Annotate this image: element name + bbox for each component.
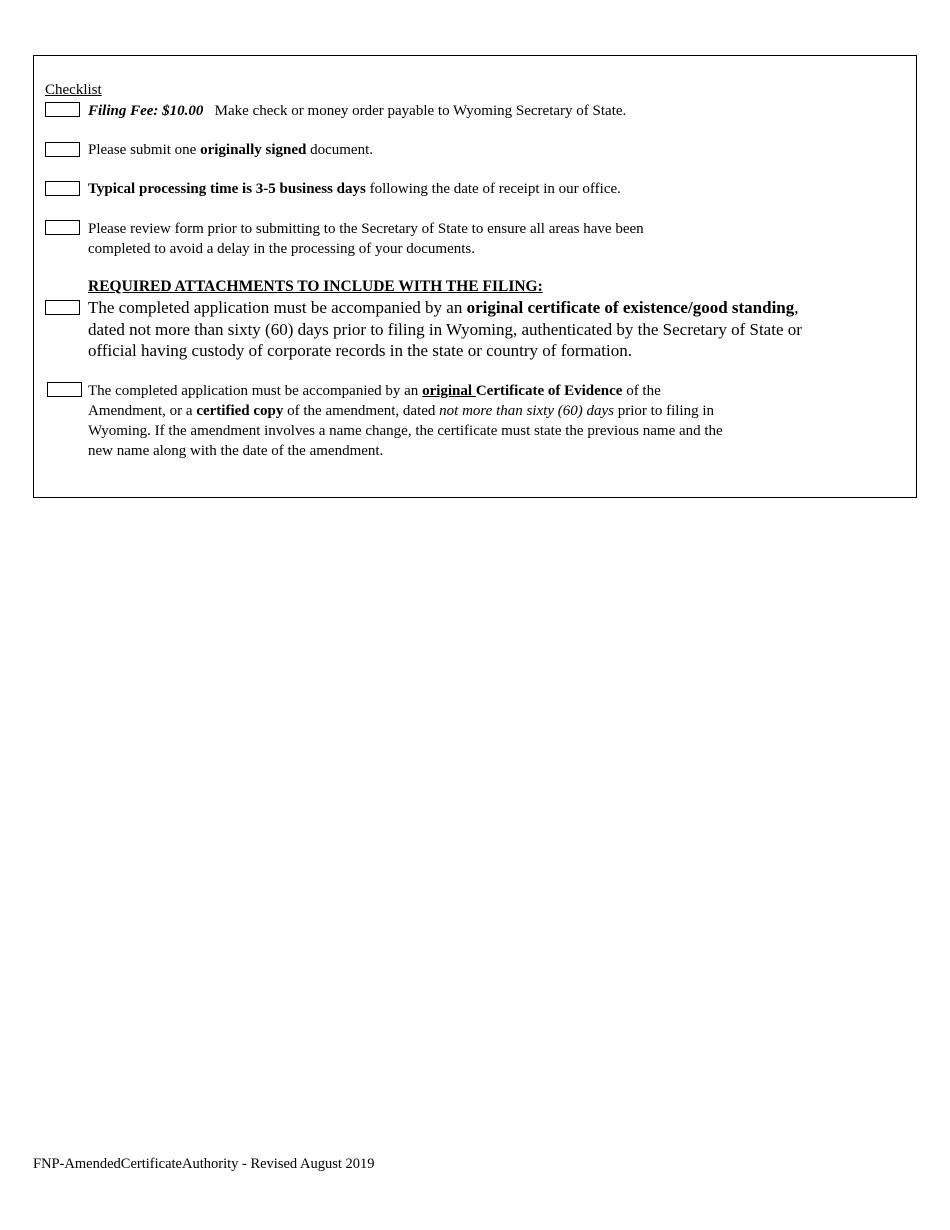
evidence-l2-italic: not more than sixty (60) days [439, 403, 614, 419]
processing-post: following the date of receipt in our office. [365, 181, 621, 197]
signed-bold: originally signed [200, 142, 307, 158]
checklist-heading: Checklist [45, 82, 102, 98]
good-standing-post: , [794, 298, 799, 317]
good-standing-item [88, 297, 802, 362]
good-standing-line-3: official having custody of corporate records in the state or country of formation. [88, 341, 632, 360]
attachments-heading: REQUIRED ATTACHMENTS TO INCLUDE WITH THE FILING: [88, 278, 543, 295]
form-footer: FNP-AmendedCertificateAuthority - Revised August 2019 [33, 1156, 375, 1172]
filing-fee-checkbox[interactable] [45, 102, 80, 117]
review-form-item [88, 219, 644, 259]
good-standing-line-1 [88, 297, 802, 319]
signed-post: document. [306, 142, 374, 158]
review-line-2: completed to avoid a delay in the processing of your documents. [88, 241, 475, 257]
review-line-1: Please review form prior to submitting to the Secretary of State to ensure all areas have been [88, 221, 644, 237]
evidence-l2-post: prior to filing in [614, 403, 714, 419]
processing-time-checkbox[interactable] [45, 181, 80, 196]
evidence-post: of the [622, 383, 661, 399]
filing-fee-label: Filing Fee: $10.00 [88, 103, 204, 119]
evidence-l2-bold: certified copy [196, 403, 284, 419]
filing-fee-text: Make check or money order payable to Wyoming Secretary of State. [214, 103, 627, 119]
evidence-certificate-item [88, 381, 723, 461]
evidence-line-4: new name along with the date of the amendment. [88, 443, 384, 459]
signed-document-item [88, 140, 373, 160]
good-standing-bold: original certificate of existence/good standing [466, 298, 795, 317]
evidence-line-1 [88, 381, 723, 401]
evidence-l2-mid: of the amendment, dated [283, 403, 440, 419]
processing-bold: Typical processing time is 3-5 business days [88, 181, 366, 197]
evidence-l2-pre: Amendment, or a [88, 403, 197, 419]
evidence-bold: Certificate of Evidence [475, 383, 623, 399]
evidence-line-2 [88, 401, 723, 421]
good-standing-checkbox[interactable] [45, 300, 80, 315]
evidence-pre: The completed application must be accompanied by an [88, 383, 423, 399]
review-form-checkbox[interactable] [45, 220, 80, 235]
evidence-certificate-checkbox[interactable] [47, 382, 82, 397]
evidence-line-3: Wyoming. If the amendment involves a name change, the certificate must state the previous name and the [88, 423, 723, 439]
evidence-bold-underline: original [422, 383, 476, 399]
filing-fee-item [88, 101, 626, 121]
signed-document-checkbox[interactable] [45, 142, 80, 157]
good-standing-line-2: dated not more than sixty (60) days prior to filing in Wyoming, authenticated by the Secretary of State or [88, 319, 802, 339]
signed-pre: Please submit one [88, 142, 201, 158]
processing-time-item [88, 179, 621, 199]
good-standing-pre: The completed application must be accompanied by an [88, 298, 467, 317]
